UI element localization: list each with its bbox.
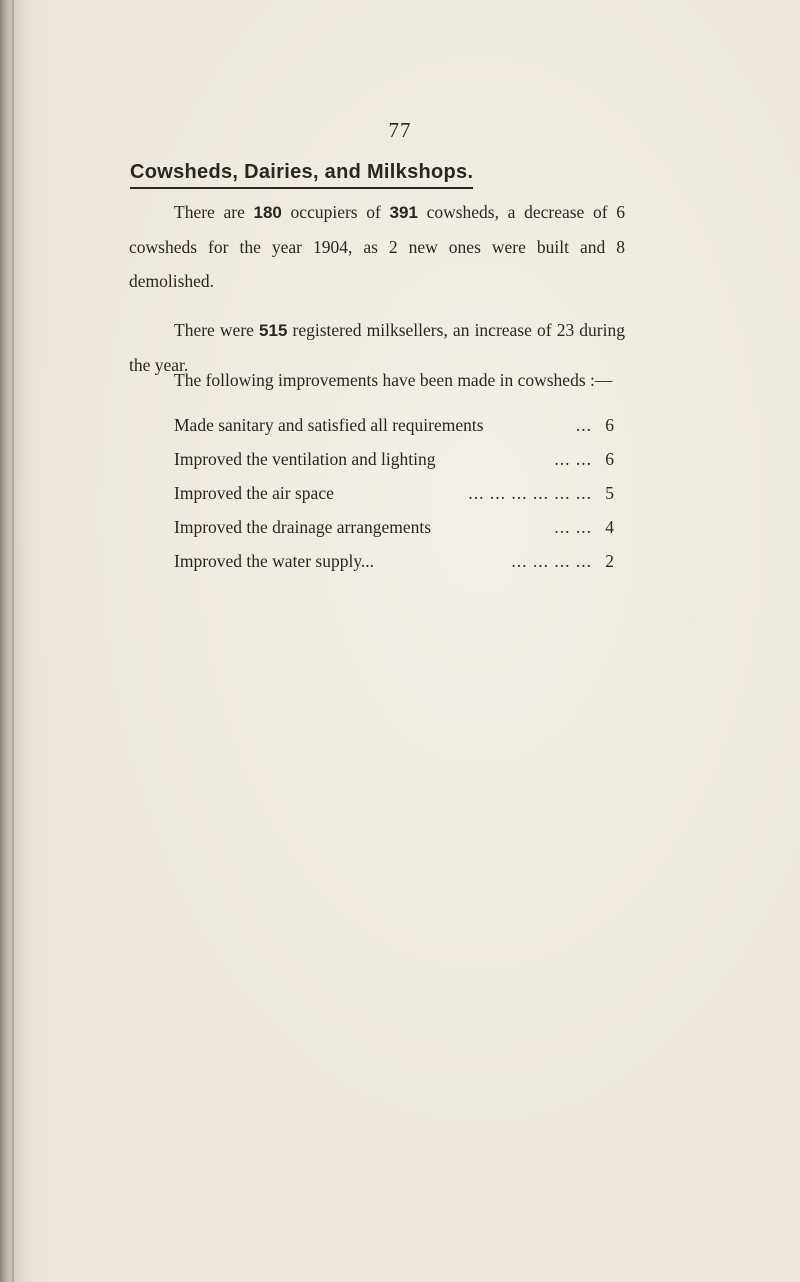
improvement-count: 6 [605,449,614,469]
p1-text-1: There are [174,202,254,222]
list-item [174,408,614,442]
occupiers-count: 180 [253,203,282,222]
p2-text-1: There were [174,320,260,340]
improvement-label: Improved the water supply... [174,551,375,571]
cowsheds-paragraph [129,195,625,298]
p1-text-2: occupiers of [281,202,390,222]
dot-leader: ... [575,415,592,435]
dot-leader: ... ... [554,449,592,469]
improvements-list [174,408,614,578]
improvement-label: Improved the ventilation and lighting [174,449,436,469]
dot-leader: ... ... [554,517,592,537]
list-item [174,442,614,476]
cowsheds-count: 391 [389,203,418,222]
p1-text-3: cowsheds, a decrease of 6 cowsheds for the year 1904, as 2 new ones were built and 8 demolished. [129,202,625,291]
binding-edge-line [12,0,14,1282]
list-item [174,510,614,544]
improvement-label: Improved the drainage arrangements [174,517,432,537]
improvement-count: 4 [605,517,614,537]
p2-text-2: registered milksellers, an increase of 23 during the year. [129,320,626,375]
improvement-count: 2 [605,551,614,571]
improvement-count: 5 [605,483,614,503]
milksellers-count: 515 [259,321,288,340]
binding-shadow [0,0,48,1282]
improvements-intro: The following improvements have been made in cowsheds :— [174,370,613,390]
dot-leader: ... ... ... ... ... ... [468,483,592,503]
improvement-label: Improved the air space [174,483,334,503]
list-item [174,476,614,510]
improvement-count: 6 [605,415,614,435]
dot-leader: ... ... ... ... [511,551,592,571]
page-number: 77 [388,118,412,142]
section-heading: Cowsheds, Dairies, and Milkshops. [130,160,473,189]
list-item [174,544,614,578]
improvement-label: Made sanitary and satisfied all requirements [174,415,484,435]
